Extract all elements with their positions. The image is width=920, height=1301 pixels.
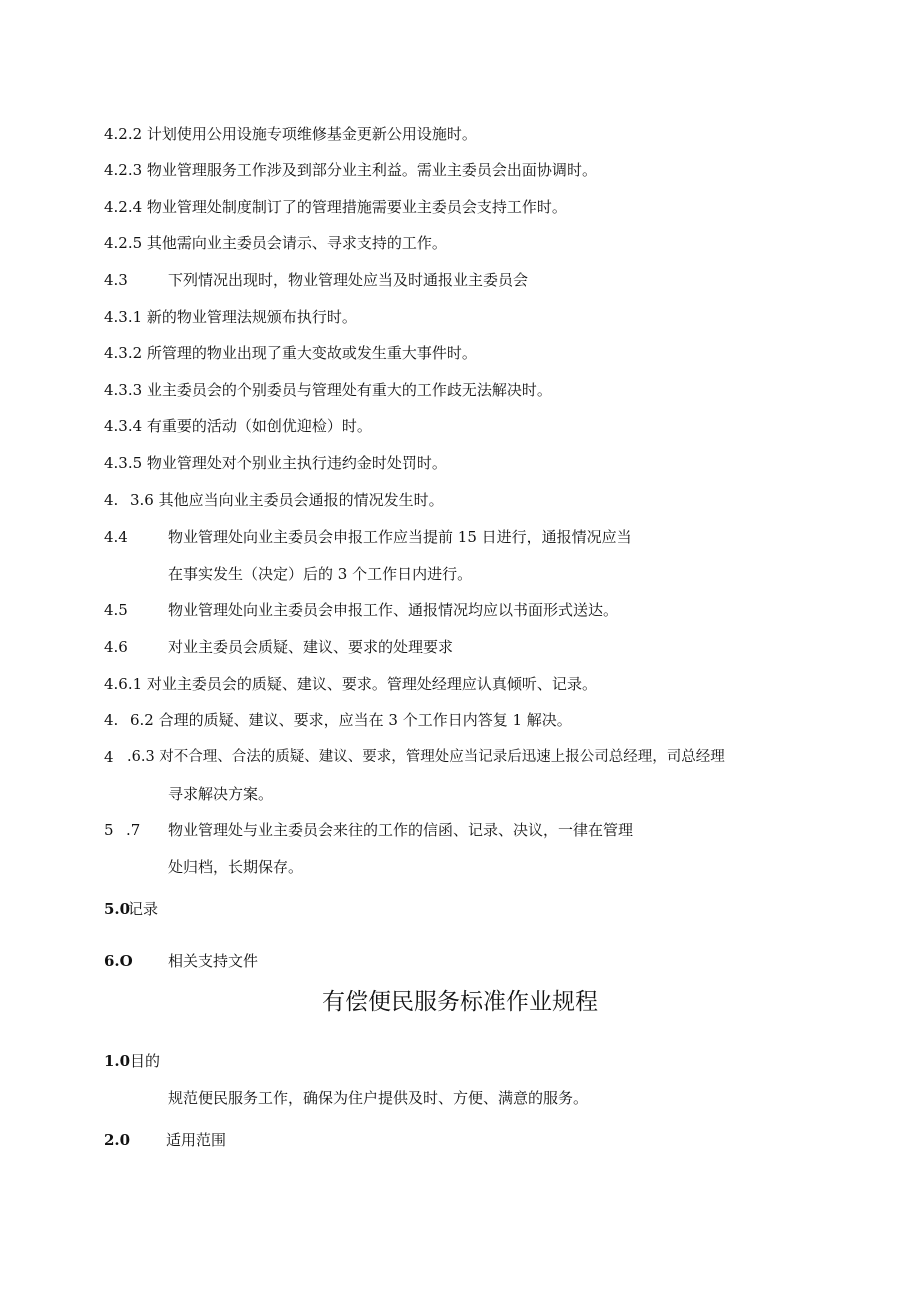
clause-4-4-text: 物业管理处向业主委员会申报工作应当提前 15 日进行，通报情况应当 (168, 528, 632, 546)
clause-4-6-2-number: 4. (104, 711, 119, 729)
section-1-number: 1.0 (104, 1052, 131, 1070)
section-6-heading: 相关支持文件 (168, 952, 259, 970)
section-5-number: 5.0 (104, 900, 131, 918)
section-1-body: 规范便民服务工作，确保为住户提供及时、方便、满意的服务。 (168, 1089, 589, 1107)
clause-4-3-number: 4.3 (104, 271, 128, 289)
clause-4-6-3-continuation: 寻求解决方案。 (168, 785, 274, 803)
clause-4-2-5: 4.2.5 其他需向业主委员会请示、寻求支持的工作。 (104, 234, 447, 252)
clause-4-3-2: 4.3.2 所管理的物业出现了重大变故或发生重大事件时。 (104, 344, 477, 362)
clause-4-7-text: 物业管理处与业主委员会来往的工作的信函、记录、决议，一律在管理 (168, 821, 634, 839)
document-title: 有偿便民服务标准作业规程 (322, 989, 598, 1015)
clause-4-6-3-number: 4 (104, 748, 114, 766)
section-2-heading: 适用范围 (166, 1131, 227, 1149)
clause-4-6-1: 4.6.1 对业主委员会的质疑、建议、要求。管理处经理应认真倾听、记录。 (104, 675, 597, 693)
clause-4-3-4: 4.3.4 有重要的活动（如创优迎检）时。 (104, 417, 372, 435)
clause-4-7-suffix: .7 (126, 821, 141, 839)
clause-4-6-2-text: 6.2 合理的质疑、建议、要求，应当在 3 个工作日内答复 1 解决。 (130, 711, 572, 729)
clause-4-2-4: 4.2.4 物业管理处制度制订了的管理措施需要业主委员会支持工作时。 (104, 198, 567, 216)
section-2-number: 2.0 (104, 1131, 131, 1149)
clause-4-5-number: 4.5 (104, 601, 128, 619)
section-1-heading: 目的 (130, 1052, 161, 1070)
clause-4-3-5: 4.3.5 物业管理处对个别业主执行违约金时处罚时。 (104, 454, 447, 472)
clause-4-4-number: 4.4 (104, 528, 128, 546)
clause-4-6-number: 4.6 (104, 638, 128, 656)
clause-4-3-6-text: 3.6 其他应当向业主委员会通报的情况发生时。 (130, 491, 444, 509)
clause-4-3-3: 4.3.3 业主委员会的个别委员与管理处有重大的工作歧无法解决时。 (104, 381, 552, 399)
clause-4-4-continuation: 在事实发生（决定）后的 3 个工作日内进行。 (168, 565, 473, 583)
clause-4-6-3-text: .6.3 对不合理、合法的质疑、建议、要求，管理处应当记录后迅速上报公司总经理，司总经理 (127, 749, 725, 765)
clause-4-2-3: 4.2.3 物业管理服务工作涉及到部分业主利益。需业主委员会出面协调时。 (104, 161, 597, 179)
clause-4-3-6-number: 4. (104, 491, 119, 509)
section-5-heading: 记录 (128, 900, 159, 918)
clause-4-5-text: 物业管理处向业主委员会申报工作、通报情况均应以书面形式送达。 (168, 601, 619, 619)
clause-4-7-continuation: 处归档，长期保存。 (168, 858, 304, 876)
clause-4-7-number: 5 (104, 821, 114, 839)
section-6-number: 6.O (104, 952, 133, 970)
clause-4-6-text: 对业主委员会质疑、建议、要求的处理要求 (168, 638, 454, 656)
clause-4-2-2: 4.2.2 计划使用公用设施专项维修基金更新公用设施时。 (104, 125, 477, 143)
clause-4-3-1: 4.3.1 新的物业管理法规颁布执行时。 (104, 308, 357, 326)
clause-4-3-text: 下列情况出现时，物业管理处应当及时通报业主委员会 (168, 271, 529, 289)
